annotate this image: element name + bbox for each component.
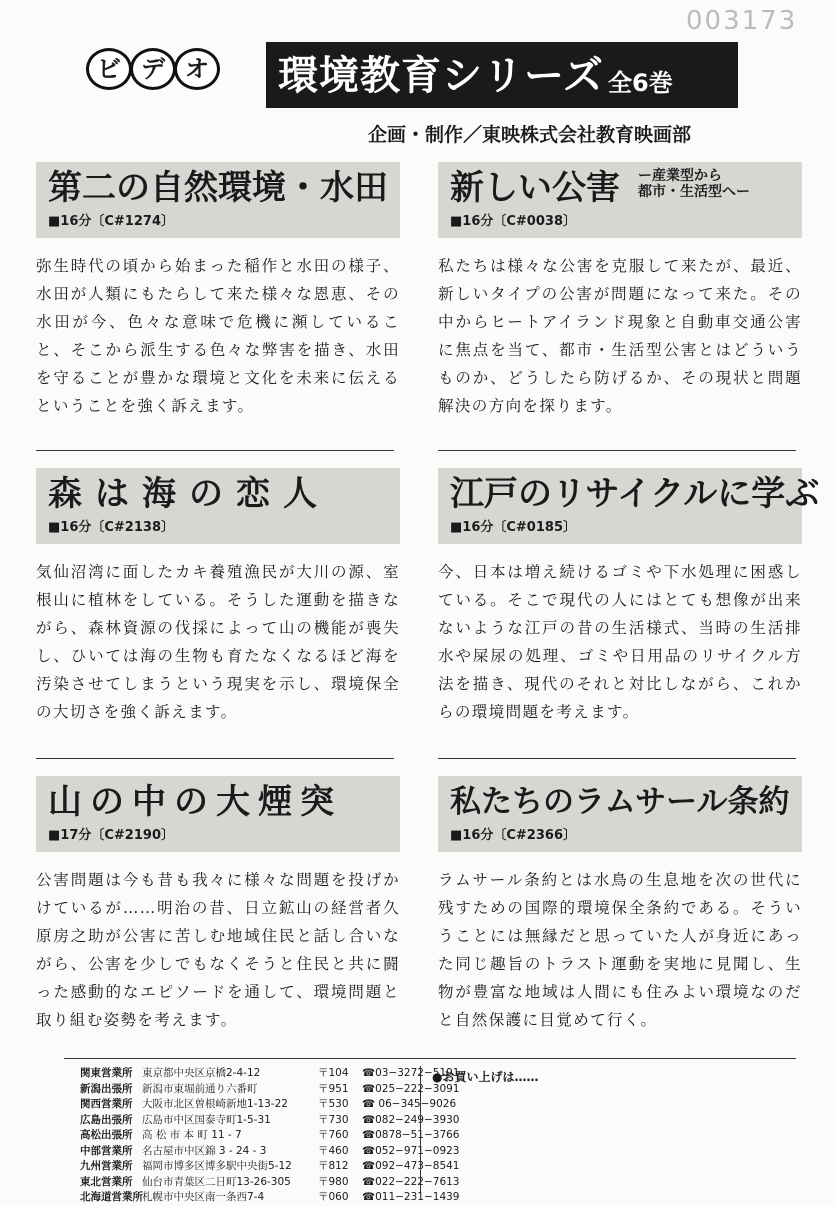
office-field: 〒980: [318, 1175, 349, 1188]
office-row: [80, 1190, 459, 1206]
office-field: 〒730: [318, 1113, 349, 1126]
card-duration-code: ■16分〔C#2138〕: [48, 520, 174, 535]
office-field: 名古屋市中区錦 3 - 24 - 3: [142, 1144, 267, 1157]
video-card: [36, 162, 400, 420]
office-field: 高 松 市 本 町 11 - 7: [142, 1129, 242, 1141]
office-field: 大阪市北区曽根崎新地1-13-22: [142, 1098, 288, 1110]
office-row: [80, 1144, 459, 1160]
card-duration-code: ■16分〔C#2366〕: [450, 828, 576, 843]
video-card: [438, 162, 802, 420]
office-field: ☎025−222−3091: [362, 1082, 460, 1095]
card-subtitle-line: 都市・生活型へー: [638, 184, 750, 200]
office-field: 関西営業所: [80, 1098, 133, 1110]
office-field: 北海道営業所: [80, 1191, 143, 1203]
card-title-box: [36, 468, 400, 544]
office-field: 中部営業所: [80, 1144, 133, 1157]
office-field: 〒460: [318, 1144, 349, 1157]
card-title: 私たちのラムサール条約: [450, 784, 790, 820]
office-field: 〒104: [318, 1067, 349, 1079]
office-field: 新潟出張所: [80, 1082, 133, 1095]
office-row: [80, 1175, 459, 1191]
office-field: 札幌市中央区南一条西7-4: [142, 1191, 265, 1203]
section-divider: [36, 450, 394, 451]
office-field: 東京都中央区京橋2-4-12: [142, 1067, 261, 1079]
handwritten-stamp-number: 003173: [686, 6, 798, 36]
office-row: [80, 1159, 459, 1175]
office-field: 福岡市博多区博多駅中央街5-12: [142, 1160, 292, 1172]
office-field: ☎03−3272−5191: [362, 1067, 460, 1079]
card-title: 新しい公害: [450, 168, 620, 208]
office-row: [80, 1097, 459, 1113]
office-field: ☎011−231−1439: [362, 1191, 460, 1203]
office-field: 広島出張所: [80, 1113, 133, 1126]
office-field: 新潟市東堀前通り六番町: [142, 1082, 258, 1095]
office-field: ☎0878−51−3766: [362, 1129, 460, 1141]
office-field: 高松出張所: [80, 1129, 133, 1141]
office-row: [80, 1082, 459, 1098]
footer-divider: [420, 1066, 421, 1192]
section-divider: [438, 758, 796, 759]
series-title: 環境教育シリーズ: [278, 53, 604, 99]
card-description: 今、日本は増え続けるゴミや下水処理に困惑している。そこで現代の人にはとても想像が出来ないような江戸の昔の生活様式、当時の生活排水や屎尿の処理、ゴミや日用品のリサイクル方法を描き、現代のそれと対比しながら、これからの環境問題を考えます。: [438, 563, 802, 721]
office-field: 〒812: [318, 1160, 349, 1172]
office-row: [80, 1128, 459, 1144]
card-description: 気仙沼湾に面したカキ養殖漁民が大川の源、室根山に植林をしている。そうした運動を描きながら、森林資源の伐採によって山の機能が喪失し、ひいては海の生物も育たなくなるほど海を汚染させてしまうという現実を示し、環境保全の大切さを強く訴えます。: [36, 563, 400, 721]
producer-credit: 企画・制作／東映株式会社教育映画部: [368, 124, 692, 146]
card-title-box: [438, 468, 820, 544]
video-card: [36, 468, 400, 726]
card-title-box: [438, 776, 802, 852]
office-field: ☎022−222−7613: [362, 1175, 460, 1188]
card-description: 私たちは様々な公害を克服して来たが、最近、新しいタイプの公害が問題になって来た。その中からヒートアイランド現象と自動車交通公害に焦点を当て、都市・生活型公害とはどういうものか、どうしたら防げるか、その現状と問題解決の方向を探ります。: [438, 257, 802, 415]
series-banner: [266, 42, 738, 108]
section-divider: [36, 758, 394, 759]
card-duration-code: ■16分〔C#0038〕: [450, 214, 576, 229]
office-field: 東北営業所: [80, 1175, 133, 1188]
office-field: 広島市中区国泰寺町1-5-31: [142, 1113, 271, 1126]
card-subtitle: [638, 168, 750, 200]
office-field: 〒060: [318, 1191, 349, 1203]
card-duration-code: ■17分〔C#2190〕: [48, 828, 174, 843]
series-volume-count: 全6巻: [608, 69, 673, 97]
office-field: 〒760: [318, 1129, 349, 1141]
card-title-box: [36, 162, 400, 238]
card-title-box: [36, 776, 400, 852]
card-description: 公害問題は今も昔も我々に様々な問題を投げかけているが……明治の昔、日立鉱山の経営者久原房之助が公害に苦しむ地域住民と話し合いながら、公害を少しでもなくそうと住民と共に闘った感動的なエピソードを通して、環境問題と取り組む姿勢を考えます。: [36, 871, 400, 1029]
office-field: 〒951: [318, 1082, 349, 1095]
video-card: [36, 776, 400, 1034]
office-field: ☎ 06−345−9026: [362, 1098, 457, 1110]
card-title: 第二の自然環境・水田: [48, 168, 388, 208]
card-duration-code: ■16分〔C#0185〕: [450, 520, 576, 535]
video-logo-char: デ: [130, 48, 176, 90]
office-field: ☎092−473−8541: [362, 1160, 460, 1172]
card-title: 江戸のリサイクルに学ぶ: [450, 474, 820, 514]
card-subtitle-line: ー産業型から: [638, 168, 722, 184]
video-card: [438, 776, 802, 1034]
purchase-note: ●お買い上げは……: [432, 1070, 539, 1084]
card-description: 弥生時代の頃から始まった稲作と水田の様子、水田が人類にもたらして来た様々な恩恵、その水田が今、色々な意味で危機に瀕しているこ と、そこから派生する色々な弊害を描き、水田を守ることが豊かな環境と文化を未来に伝えるということを強く訴えます。: [36, 257, 400, 415]
office-field: 関東営業所: [80, 1067, 133, 1079]
office-field: 〒530: [318, 1098, 349, 1110]
footer-top-rule: [64, 1058, 796, 1059]
office-row: [80, 1113, 459, 1129]
video-logo-char: ビ: [86, 48, 132, 90]
sales-office-list: [80, 1066, 459, 1206]
office-field: 仙台市青葉区二日町13-26-305: [142, 1175, 291, 1188]
card-title: 山の中の大煙突: [48, 782, 342, 822]
video-logo-char: オ: [174, 48, 220, 90]
office-row: [80, 1066, 459, 1082]
office-field: ☎052−971−0923: [362, 1144, 460, 1157]
office-field: 九州営業所: [80, 1160, 133, 1172]
card-description: ラムサール条約とは水鳥の生息地を次の世代に残すための国際的環境保全条約である。そういうことには無縁だと思っていた人が身近にあった同じ趣旨のトラスト運動を実地に見聞し、生物が豊富な地域は人間にも住みよい環境なのだと自然保護に目覚めて行く。: [438, 871, 802, 1029]
section-divider: [438, 450, 796, 451]
card-duration-code: ■16分〔C#1274〕: [48, 214, 174, 229]
card-title-box: [438, 162, 802, 238]
office-field: ☎082−249−3930: [362, 1113, 460, 1126]
video-card: [438, 468, 820, 726]
video-logo: [86, 50, 218, 88]
card-title: 森は海の恋人: [48, 474, 330, 514]
